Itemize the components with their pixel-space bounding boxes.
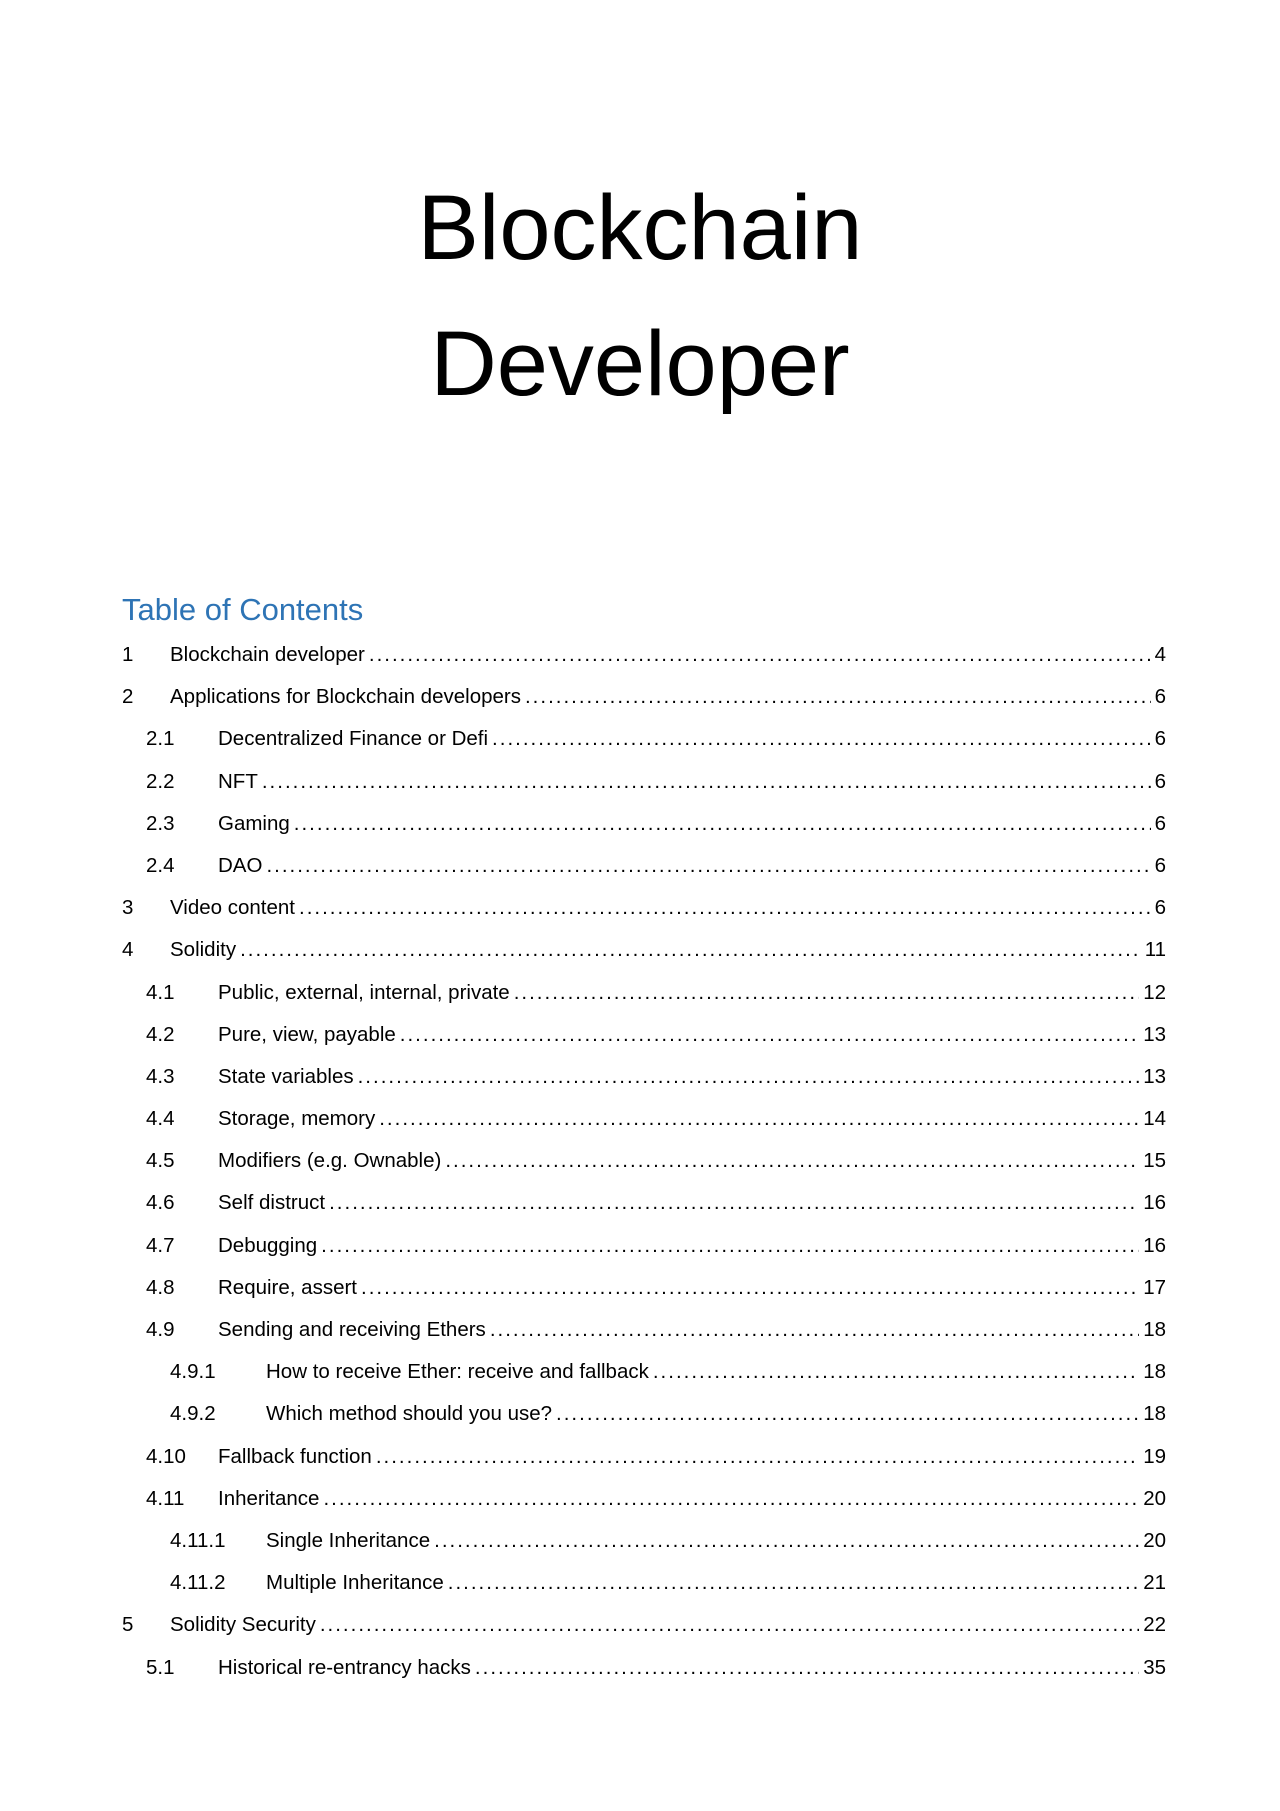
toc-entry[interactable] <box>122 845 1166 887</box>
toc-entry-number: 4.9 <box>146 1318 175 1341</box>
toc-dot-leader <box>369 634 1151 676</box>
toc-entry-label[interactable]: Modifiers (e.g. Ownable) <box>218 1149 442 1173</box>
toc-entry[interactable] <box>122 1309 1166 1351</box>
toc-entry[interactable] <box>122 1647 1166 1689</box>
toc-entry-number: 4.4 <box>146 1107 175 1131</box>
toc-entry[interactable] <box>122 1351 1166 1393</box>
toc-entry-label[interactable]: Solidity <box>170 938 237 962</box>
toc-entry-page-number[interactable]: 16 <box>1143 1191 1166 1215</box>
toc-entry[interactable] <box>122 1182 1166 1224</box>
toc-entry-page-number[interactable]: 6 <box>1154 853 1166 877</box>
toc-entry-label[interactable]: Video content <box>170 896 296 920</box>
toc-entry-page-number[interactable]: 19 <box>1143 1444 1166 1468</box>
toc-entry-page-number[interactable]: 13 <box>1143 1064 1166 1088</box>
toc-entry-label[interactable]: How to receive Ether: receive and fallback <box>266 1360 649 1384</box>
toc-entry[interactable] <box>122 1014 1166 1056</box>
toc-entry-label[interactable]: DAO <box>218 853 263 877</box>
toc-entry-page-number[interactable]: 12 <box>1143 980 1166 1004</box>
toc-entry-page-number[interactable]: 6 <box>1154 727 1166 751</box>
toc-entry-label[interactable]: Applications for Blockchain developers <box>170 685 521 709</box>
toc-entry-page-number[interactable]: 6 <box>1154 896 1166 920</box>
toc-entry-page-number[interactable]: 14 <box>1143 1107 1166 1131</box>
toc-entry-number: 2.2 <box>146 769 175 793</box>
toc-entry-page-number[interactable]: 20 <box>1143 1528 1166 1552</box>
toc-entry-label[interactable]: State variables <box>218 1064 354 1088</box>
toc-dot-leader <box>400 1014 1139 1056</box>
toc-entry-page-number[interactable]: 22 <box>1143 1613 1166 1637</box>
toc-entry[interactable] <box>122 1056 1166 1098</box>
toc-entry-page-number[interactable]: 35 <box>1143 1655 1166 1679</box>
toc-entry-number: 4.6 <box>146 1191 175 1215</box>
toc-entry-label[interactable]: Debugging <box>218 1233 318 1257</box>
toc-dot-leader <box>492 718 1151 760</box>
toc-entry-page-number[interactable]: 6 <box>1154 685 1166 709</box>
toc-entry-page-number[interactable]: 11 <box>1144 938 1166 962</box>
toc-entry-label[interactable]: Require, assert <box>218 1275 358 1299</box>
toc-entry[interactable] <box>122 1098 1166 1140</box>
toc-entry-number: 4.8 <box>146 1275 175 1299</box>
toc-entry-page-number[interactable]: 17 <box>1143 1275 1166 1299</box>
toc-entry[interactable] <box>122 1562 1166 1604</box>
toc-entry-label[interactable]: Pure, view, payable <box>218 1022 396 1046</box>
toc-entry[interactable] <box>122 761 1166 803</box>
toc-entry[interactable] <box>122 1225 1166 1267</box>
toc-dot-leader <box>361 1267 1139 1309</box>
toc-list <box>122 634 1166 1689</box>
toc-entry-label[interactable]: Self distruct <box>218 1191 326 1215</box>
toc-entry-label[interactable]: Gaming <box>218 811 290 835</box>
toc-entry-page-number[interactable]: 13 <box>1143 1022 1166 1046</box>
toc-entry-label[interactable]: Fallback function <box>218 1444 372 1468</box>
toc-dot-leader <box>448 1562 1139 1604</box>
toc-entry-number: 2.4 <box>146 853 175 877</box>
toc-dot-leader <box>376 1436 1139 1478</box>
toc-entry-number: 2 <box>122 685 134 709</box>
toc-entry-page-number[interactable]: 6 <box>1154 769 1166 793</box>
toc-entry-number: 3 <box>122 896 134 920</box>
toc-entry-number: 4.7 <box>146 1233 175 1257</box>
toc-entry-number: 4.9.2 <box>170 1402 216 1426</box>
toc-dot-leader <box>266 845 1150 887</box>
toc-entry-number: 4.5 <box>146 1149 175 1173</box>
toc-entry[interactable] <box>122 1267 1166 1309</box>
toc-entry-number: 4.11 <box>146 1486 185 1510</box>
toc-entry-number: 5.1 <box>146 1655 175 1679</box>
document-title <box>0 160 1280 432</box>
toc-entry-page-number[interactable]: 21 <box>1143 1571 1166 1595</box>
toc-entry[interactable] <box>122 718 1166 760</box>
toc-dot-leader <box>653 1351 1139 1393</box>
document-title-line-1: Blockchain <box>417 177 863 279</box>
toc-entry[interactable] <box>122 972 1166 1014</box>
toc-entry-label[interactable]: Multiple Inheritance <box>266 1571 444 1595</box>
toc-dot-leader <box>379 1098 1139 1140</box>
toc-entry[interactable] <box>122 1436 1166 1478</box>
toc-entry[interactable] <box>122 1478 1166 1520</box>
toc-entry-number: 4.1 <box>146 980 175 1004</box>
toc-entry[interactable] <box>122 634 1166 676</box>
toc-entry-page-number[interactable]: 18 <box>1143 1402 1166 1426</box>
toc-heading: Table of Contents <box>122 592 364 627</box>
toc-entry-label[interactable]: Decentralized Finance or Defi <box>218 727 489 751</box>
toc-dot-leader <box>525 676 1151 718</box>
toc-entry-label[interactable]: Inheritance <box>218 1486 320 1510</box>
toc-entry-label[interactable]: NFT <box>218 769 258 793</box>
toc-entry-number: 1 <box>122 643 134 666</box>
toc-entry-number: 4.9.1 <box>170 1360 216 1384</box>
toc-entry[interactable] <box>122 676 1166 718</box>
toc-entry-number: 4.3 <box>146 1064 175 1088</box>
toc-entry[interactable] <box>122 1520 1166 1562</box>
toc-dot-leader <box>321 1225 1139 1267</box>
toc-dot-leader <box>299 887 1151 929</box>
toc-entry[interactable] <box>122 887 1166 929</box>
toc-entry-page-number[interactable]: 20 <box>1143 1486 1166 1510</box>
toc-entry-number: 4.11.1 <box>170 1528 226 1552</box>
toc-entry[interactable] <box>122 1604 1166 1646</box>
toc-dot-leader <box>514 972 1139 1014</box>
toc-dot-leader <box>329 1182 1139 1224</box>
toc-entry-page-number[interactable]: 16 <box>1143 1233 1166 1257</box>
toc-entry-page-number[interactable]: 4 <box>1154 643 1166 666</box>
toc-entry-page-number[interactable]: 18 <box>1143 1360 1166 1384</box>
toc-entry-page-number[interactable]: 6 <box>1154 811 1166 835</box>
toc-entry[interactable] <box>122 803 1166 845</box>
toc-entry-label[interactable]: Public, external, internal, private <box>218 980 510 1004</box>
toc-entry-label[interactable]: Blockchain developer <box>170 643 365 666</box>
toc-dot-leader <box>323 1478 1139 1520</box>
toc-entry[interactable] <box>122 1393 1166 1435</box>
toc-dot-leader <box>262 761 1151 803</box>
toc-dot-leader <box>294 803 1151 845</box>
toc-dot-leader <box>475 1647 1139 1689</box>
toc-entry[interactable] <box>122 1140 1166 1182</box>
toc-entry-label[interactable]: Storage, memory <box>218 1107 376 1131</box>
toc-entry-number: 4.2 <box>146 1022 175 1046</box>
toc-entry-number: 4.10 <box>146 1444 186 1468</box>
toc-dot-leader <box>320 1604 1139 1646</box>
toc-entry-page-number[interactable]: 15 <box>1143 1149 1166 1173</box>
toc-entry-label[interactable]: Solidity Security <box>170 1613 316 1637</box>
toc-dot-leader <box>556 1393 1139 1435</box>
toc-dot-leader <box>445 1140 1139 1182</box>
toc-entry-number: 2.3 <box>146 811 175 835</box>
toc-entry-label[interactable]: Historical re-entrancy hacks <box>218 1655 471 1679</box>
document-title-line-2: Developer <box>430 313 850 415</box>
toc-dot-leader <box>358 1056 1140 1098</box>
toc-entry-number: 4.11.2 <box>170 1571 226 1595</box>
toc-dot-leader <box>240 929 1141 971</box>
toc-dot-leader <box>490 1309 1139 1351</box>
toc-entry-page-number[interactable]: 18 <box>1143 1318 1166 1341</box>
toc-entry[interactable] <box>122 929 1166 971</box>
toc-entry-number: 5 <box>122 1613 134 1637</box>
toc-entry-label[interactable]: Sending and receiving Ethers <box>218 1318 486 1341</box>
toc-dot-leader <box>434 1520 1139 1562</box>
toc-entry-label[interactable]: Which method should you use? <box>266 1402 553 1426</box>
toc-entry-number: 4 <box>122 938 134 962</box>
toc-entry-label[interactable]: Single Inheritance <box>266 1528 431 1552</box>
toc-entry-number: 2.1 <box>146 727 175 751</box>
